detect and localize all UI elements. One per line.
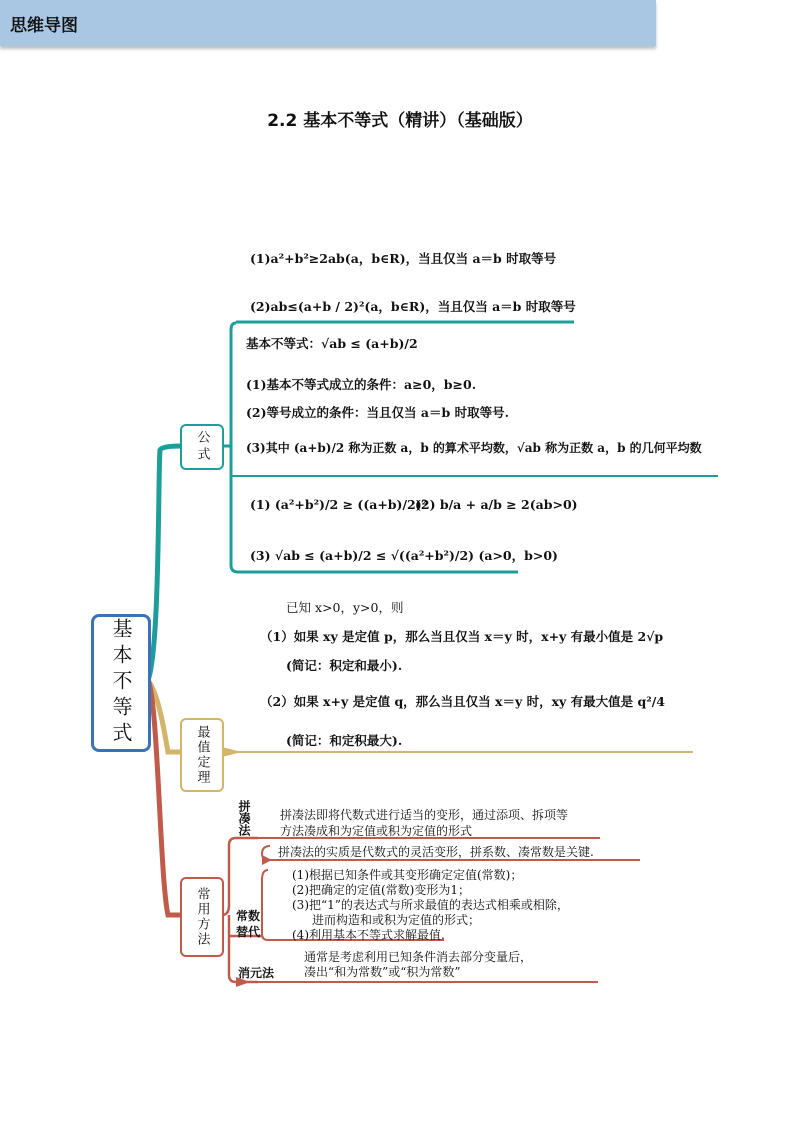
- formula-top-note-2: (2)ab≤(a+b / 2)²(a，b∈R)，当且仅当 a＝b 时取等号: [250, 299, 576, 314]
- formula-item-3: (2)等号成立的条件：当且仅当 a＝b 时取等号.: [246, 405, 509, 420]
- branch-formula-label: 公式: [194, 430, 210, 464]
- method-pincou-line-3: 拼凑法的实质是代数式的灵活变形，拼系数、凑常数是关键.: [278, 845, 594, 859]
- formula-extra-2: (2) b/a + a/b ≥ 2(ab>0): [415, 497, 578, 512]
- extreme-line-2: （1）如果 xy 是定值 p，那么当且仅当 x＝y 时，x+y 有最小值是 2√p: [260, 629, 664, 644]
- method-constant-line-5: (4)利用基本不等式求解最值.: [292, 928, 445, 942]
- branch-methods-node: [180, 877, 224, 957]
- method-elimination-line-1: 通常是考虑利用已知条件消去部分变量后，: [304, 950, 533, 964]
- method-constant-line-4: 进而构造和或积为定值的形式；: [312, 913, 481, 927]
- branch-extreme-label: 最值定理: [194, 725, 210, 785]
- document-title: 2.2 基本不等式（精讲）（基础版）: [267, 111, 533, 131]
- method-elimination-line-2: 凑出“和为常数”或“积为常数”: [304, 965, 461, 979]
- formula-item-4: (3)其中 (a+b)/2 称为正数 a，b 的算术平均数，√ab 称为正数 a，b 的几何平均数: [246, 441, 702, 455]
- extreme-line-1: 已知 x>0，y>0，则: [286, 600, 404, 615]
- root-label: 基本不等式: [109, 618, 133, 748]
- formula-extra-1: (1) (a²+b²)/2 ≥ ((a+b)/2)²: [250, 497, 428, 512]
- formula-extra-3: (3) √ab ≤ (a+b)/2 ≤ √((a²+b²)/2) (a>0，b>0): [250, 548, 558, 563]
- method-pincou-line-1: 拼凑法即将代数式进行适当的变形，通过添项、拆项等: [280, 808, 569, 822]
- formula-top-note-1: (1)a²+b²≥2ab(a，b∈R)，当且仅当 a＝b 时取等号: [250, 251, 557, 266]
- method-pincou-label: 拼凑法: [237, 800, 251, 836]
- method-constant-line-2: (2)把确定的定值(常数)变形为1；: [292, 883, 470, 897]
- branch-extreme-node: [180, 718, 224, 792]
- branch-formula-node: [180, 424, 224, 470]
- root-node: [91, 614, 151, 752]
- method-constant-label: 常数替代: [236, 909, 261, 939]
- method-constant-line-3: (3)把“1”的表达式与所求最值的表达式相乘或相除，: [292, 898, 569, 912]
- method-pincou-line-2: 方法凑成和为定值或积为定值的形式: [280, 824, 473, 838]
- formula-item-2: (1)基本不等式成立的条件：a≥0，b≥0.: [246, 377, 477, 392]
- extreme-line-4: （2）如果 x+y 是定值 q，那么当且仅当 x＝y 时，xy 有最大值是 q²/4: [260, 694, 665, 709]
- branch-methods-label: 常用方法: [194, 887, 210, 947]
- extreme-line-3: (简记：积定和最小).: [286, 658, 403, 673]
- method-elimination-label: 消元法: [238, 966, 275, 980]
- method-constant-line-1: (1)根据已知条件或其变形确定定值(常数)；: [292, 868, 523, 882]
- formula-item-1: 基本不等式：√ab ≤ (a+b)/2: [246, 336, 418, 351]
- extreme-line-5: (简记：和定积最大).: [286, 733, 403, 748]
- section-header: 思维导图: [10, 16, 78, 36]
